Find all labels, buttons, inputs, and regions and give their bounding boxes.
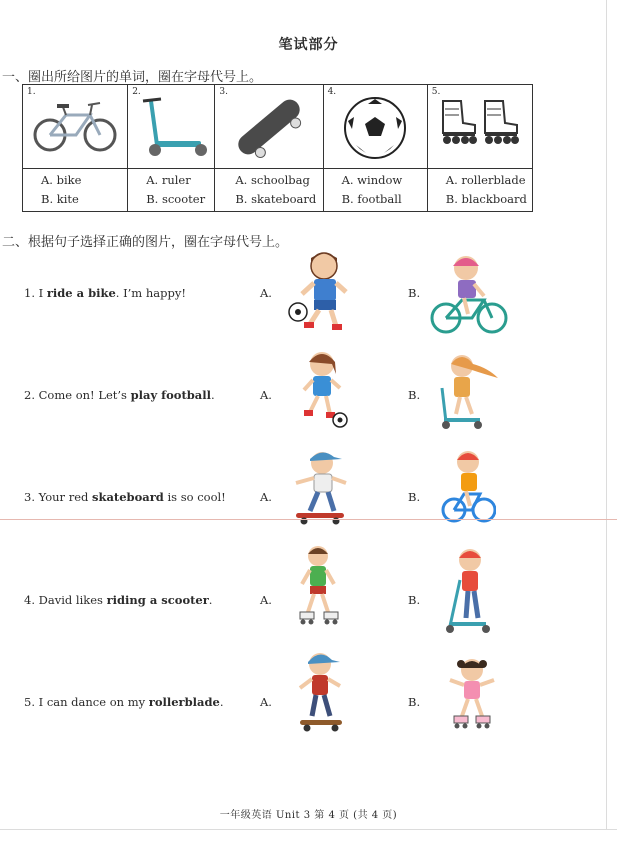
q3-label-b[interactable]: B.	[408, 490, 421, 504]
item5-picture-cell	[427, 85, 532, 169]
question-2-pre: 2. Come on! Let’s	[24, 388, 131, 402]
boy-riding-scooter-picture	[440, 546, 496, 634]
page-bottom-line	[0, 829, 617, 830]
rollerblades-icon	[437, 95, 523, 145]
item1-number: 1.	[27, 87, 36, 97]
item4-number: 4.	[327, 87, 337, 97]
girl-riding-scooter-picture	[432, 352, 504, 430]
question-1-pre: 1. I	[24, 286, 47, 300]
page-title: 笔试部分	[278, 37, 339, 53]
q5-label-b[interactable]: B.	[408, 695, 421, 709]
item3-options	[215, 169, 323, 212]
question-5-keyword: rollerblade	[148, 695, 220, 709]
q1-label-b[interactable]: B.	[408, 286, 421, 300]
q4-label-b[interactable]: B.	[408, 593, 421, 607]
item4-option-b[interactable]: B. football	[341, 192, 402, 206]
scooter-icon	[131, 95, 211, 159]
item3-number: 3.	[219, 87, 228, 97]
skateboard-icon	[224, 95, 314, 159]
item2-option-a[interactable]: A. ruler	[146, 173, 191, 187]
question-1-keyword: ride a bike	[46, 286, 116, 300]
q5-label-a[interactable]: A.	[260, 695, 272, 709]
question-5-pre: 5. I can dance on my	[24, 695, 149, 709]
question-4-post: .	[208, 593, 213, 607]
item3-option-b[interactable]: B. skateboard	[235, 192, 317, 206]
fold-line	[0, 519, 617, 520]
boy-on-rollerblades-picture	[294, 544, 344, 628]
question-2	[24, 388, 215, 402]
question-1	[24, 286, 186, 300]
question-3-post: is so cool!	[163, 490, 226, 504]
item1-option-b[interactable]: B. kite	[41, 192, 79, 206]
question-5-post: .	[219, 695, 224, 709]
question-4	[24, 593, 212, 607]
q2-label-b[interactable]: B.	[408, 388, 421, 402]
girl-on-rollerblades-picture	[442, 656, 502, 732]
bike-icon	[30, 95, 120, 155]
q4-label-a[interactable]: A.	[260, 593, 272, 607]
item5-option-a[interactable]: A. rollerblade	[445, 173, 526, 187]
girl-riding-blue-bike-picture	[440, 448, 496, 526]
item2-number: 2.	[132, 87, 141, 97]
item4-picture-cell	[323, 85, 427, 169]
item1-option-a[interactable]: A. bike	[41, 173, 82, 187]
page-edge-line	[606, 0, 607, 830]
boy-kicking-football-picture	[286, 250, 356, 336]
section1-heading: 一、圈出所给图片的单词，圈在字母代号上。	[2, 70, 263, 85]
item4-options	[323, 169, 427, 212]
q2-label-a[interactable]: A.	[260, 388, 272, 402]
question-4-pre: 4. David likes	[24, 593, 107, 607]
girl-playing-football-picture	[296, 350, 352, 430]
item5-option-b[interactable]: B. blackboard	[445, 192, 527, 206]
question-3-pre: 3. Your red	[24, 490, 93, 504]
question-1-post: . I’m happy!	[115, 286, 186, 300]
item2-picture-cell	[128, 85, 215, 169]
question-2-post: .	[211, 388, 215, 402]
girl-on-skateboard-picture	[292, 650, 348, 734]
item5-options	[427, 169, 532, 212]
question-5	[24, 695, 223, 709]
page-footer: 一年级英语 Unit 3 第 4 页 (共 4 页)	[219, 810, 398, 821]
item3-picture-cell	[215, 85, 323, 169]
boy-on-skateboard-picture	[286, 447, 354, 527]
item4-option-a[interactable]: A. window	[341, 173, 403, 187]
question-3-keyword: skateboard	[92, 490, 164, 504]
item1-options	[23, 169, 128, 212]
item3-option-a[interactable]: A. schoolbag	[235, 173, 310, 187]
item5-number: 5.	[431, 87, 441, 97]
girl-riding-bike-picture	[428, 252, 510, 336]
picture-word-table	[22, 84, 533, 212]
question-3	[24, 490, 226, 504]
q3-label-a[interactable]: A.	[260, 490, 272, 504]
question-4-keyword: riding a scooter	[106, 593, 209, 607]
football-icon	[342, 95, 408, 161]
q1-label-a[interactable]: A.	[260, 286, 272, 300]
item1-picture-cell	[23, 85, 128, 169]
item2-option-b[interactable]: B. scooter	[146, 192, 206, 206]
question-2-keyword: play football	[130, 388, 211, 402]
section2-heading: 二、根据句子选择正确的图片，圈在字母代号上。	[2, 235, 289, 250]
item2-options	[128, 169, 215, 212]
